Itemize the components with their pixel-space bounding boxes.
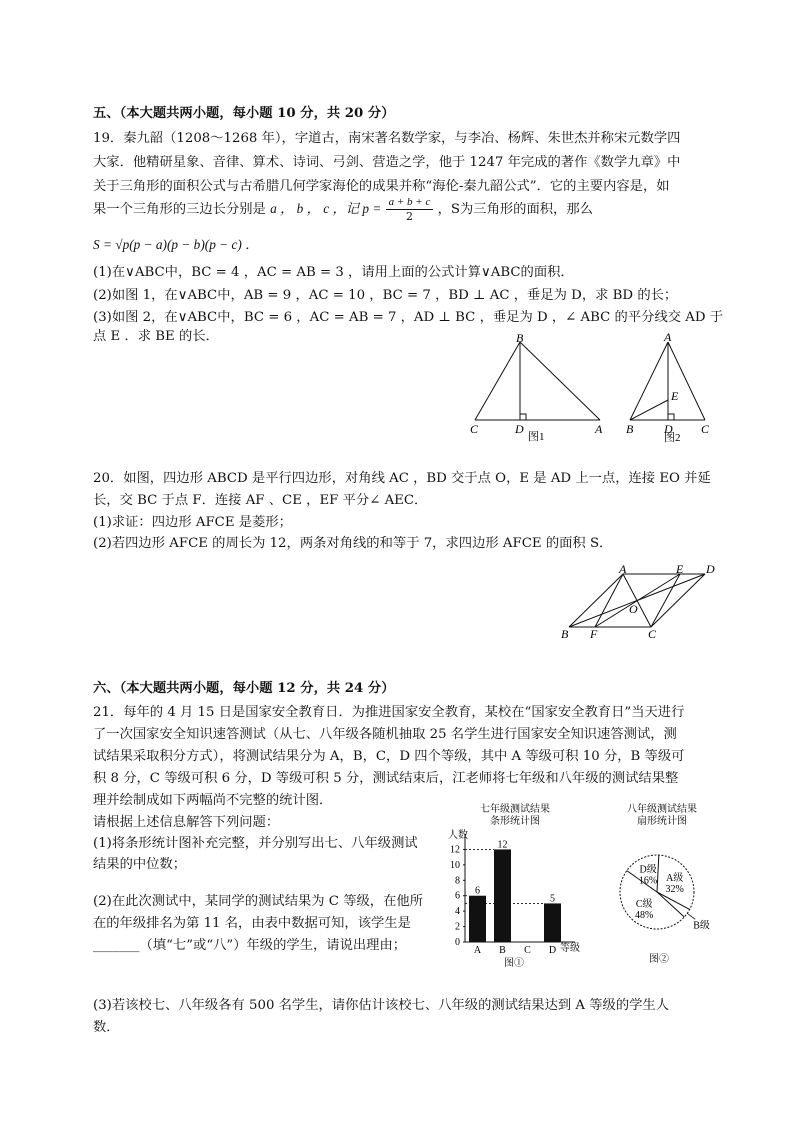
bar-chart-ylabel: 人数 (448, 830, 468, 841)
slice-pct-A级: 32% (665, 883, 684, 895)
q19-line-3: 关于三角形的面积公式与古希腊几何学家海伦的成果并称“海伦-秦九韶公式”．它的主要内容是，如 (93, 179, 670, 194)
q21-line-4: 积 8 分，C 等级可积 6 分，D 等级可积 5 分，测试结束后，江老师将七年级和八年级的测试结果整 (93, 771, 679, 786)
x-tick-label-C: C (524, 945, 531, 956)
x-tick-label-B: B (499, 945, 506, 956)
y-tick-label: 8 (455, 875, 460, 887)
grade8-pie-chart (605, 800, 720, 970)
fig-label-O: O (629, 602, 638, 616)
q21-line-6: 请根据上述信息解答下列问题： (93, 815, 280, 830)
q20-line-2: 长，交 BC 于点 F．连接 AF 、CE ，EF 平分∠ AEC． (93, 493, 428, 508)
x-tick-label-A: A (473, 945, 482, 956)
pie-chart-title: 八年级测试结果 (627, 804, 697, 815)
fig1-label-C: C (470, 422, 479, 436)
q21-part-2-line-1: (2)在此次测试中，某同学的测试结果为 C 等级，在他所 (93, 894, 423, 909)
bar-A (469, 896, 486, 942)
q21-part-1-line-1: (1)将条形统计图补充完整，并分别写出七、八年级测试 (93, 836, 418, 851)
fig-label-B: B (561, 627, 569, 641)
bar-value-label-B: 12 (497, 839, 508, 851)
y-tick-label: 6 (455, 890, 460, 902)
bar-chart-caption: 图① (504, 958, 524, 969)
fig-label-D: D (706, 562, 715, 576)
fig-label-E: E (676, 562, 684, 576)
fig2-label-E: E (671, 389, 679, 403)
slice-leader-B级 (687, 913, 695, 919)
q21-part-1-line-2: 结果的中位数； (93, 857, 187, 872)
y-tick-label: 2 (455, 921, 460, 933)
slice-label-B级: B级 (693, 920, 710, 932)
q21-line-1: 21．每年的 4 月 15 日是国家安全教育日．为推进国家安全教育，某校在“国家安全教育日”当天进行 (93, 705, 685, 720)
q19-part-3-line-1: (3)如图 2，在∨ABC中，BC = 6 ，AC = AB = 7 ，AD ⊥ BC ，垂足为 D ，∠ ABC 的平分线交 AD 于 (93, 310, 724, 325)
fig2-caption: 图2 (664, 432, 681, 444)
q19-figures (465, 330, 725, 445)
section-heading-5: 五、（本大题共两小题，每小题 10 分，共 20 分） (93, 106, 395, 121)
fig2-label-C: C (701, 422, 710, 436)
q19-line-4 (93, 196, 593, 223)
q20-figure (555, 562, 725, 642)
fig1-label-A: A (595, 422, 603, 436)
heron-formula: S = √p(p − a)(p − b)(p − c) ． (93, 237, 259, 252)
q21-part-3-line-1: (3)若该校七、八年级各有 500 名学生，请你估计该校七、八年级的测试结果达到 A 等级的学生人 (93, 998, 670, 1013)
slice-label-C级: C级 (635, 898, 653, 910)
fig2-label-B: B (626, 422, 634, 436)
p-fraction (386, 196, 434, 223)
bar-value-label-D: 5 (550, 893, 555, 905)
q19-line-4-tail: ，S为三角形的面积，那么 (437, 202, 593, 217)
q21-part-2-line-3: _______（填“七”或“八”）年级的学生，请说出理由； (93, 938, 407, 953)
q19-part-3-line-2: 点 E ．求 BE 的长． (93, 329, 219, 344)
grade7-bar-chart (440, 800, 590, 970)
slice-pct-D级: 16% (638, 875, 658, 887)
q21-line-3: 试结果采取积分方式），将测试结果分为 A，B，C，D 四个等级，其中 A 等级可积 10 分，B 等级可 (93, 749, 685, 764)
section-heading-6: 六、（本大题共两小题，每小题 12 分，共 24 分） (93, 681, 395, 696)
q19-line-1: 19．秦九韶（1208～1268 年），字道古，南宋著名数学家，与李冶、杨辉、朱世杰并称宋元数学四 (93, 131, 681, 146)
q19-part-1: (1)在∨ABC中，BC = 4 ，AC = AB = 3 ，请用上面的公式计算∨ABC的面积． (93, 265, 574, 280)
q19-line-4-text: 果一个三角形的三边长分别是 (93, 202, 266, 217)
fig1-label-B: B (516, 331, 524, 345)
q21-part-2-line-2: 在的年级排名为第 11 名，由表中数据可知，该学生是 (93, 916, 411, 931)
fig2-label-A: A (664, 330, 672, 344)
bar-chart-xlabel: 等级 (560, 943, 580, 954)
figure-1 (475, 342, 600, 420)
y-tick-label: 4 (455, 906, 460, 918)
fig1-caption: 图1 (528, 431, 545, 443)
x-tick-label-D: D (548, 945, 557, 956)
y-tick-label: 12 (450, 844, 460, 856)
q19-line-2: 大家．他精研星象、音律、算术、诗词、弓剑、营造之学，他于 1247 年完成的著作《数学九章》中 (93, 155, 681, 170)
bar-chart-title: 七年级测试结果 (480, 804, 550, 815)
y-tick-label: 0 (455, 937, 460, 948)
pie-chart-caption: 图② (649, 954, 669, 965)
bar-chart-subtitle: 条形统计图 (490, 816, 540, 827)
pie-chart-slices (620, 855, 710, 931)
bar-chart-bars (465, 839, 561, 956)
fig1-label-D: D (515, 422, 524, 436)
q20-part-1: (1)求证：四边形 AFCE 是菱形； (93, 515, 292, 530)
q21-part-3-line-2: 数． (93, 1020, 120, 1035)
fraction-numerator: a + b + c (386, 196, 434, 210)
q20-line-1: 20．如图，四边形 ABCD 是平行四边形，对角线 AC ，BD 交于点 O，E 是 AD 上一点，连接 EO 并延 (93, 471, 711, 486)
fraction-denominator: 2 (405, 210, 413, 223)
bar-B (494, 849, 511, 942)
q19-part-2: (2)如图 1，在∨ABC中，AB = 9 ，AC = 10 ，BC = 7 ，BD ⊥ AC ，垂足为 D，求 BD 的长； (93, 288, 678, 303)
slice-label-D级: D级 (639, 864, 657, 876)
figure-2 (630, 342, 705, 420)
q21-line-2: 了一次国家安全知识速答测试（从七、八年级各随机抽取 25 名学生进行国家安全知识速答测试，测 (93, 727, 677, 742)
fig2-label-D: D (664, 422, 673, 436)
fig-label-C: C (648, 627, 657, 641)
q21-line-5: 理并绘制成如下两幅尚不完整的统计图． (93, 793, 333, 808)
y-tick-label: 10 (450, 859, 460, 871)
q20-part-2: (2)若四边形 AFCE 的周长为 12，两条对角线的和等于 7，求四边形 AFCE 的面积 S． (93, 536, 613, 551)
fig-label-A: A (619, 562, 627, 576)
fig-label-F: F (590, 627, 598, 641)
bar-value-label-A: 6 (475, 885, 480, 897)
slice-label-A级: A级 (666, 872, 684, 884)
pie-chart-subtitle: 扇形统计图 (637, 816, 687, 827)
bar-D (544, 903, 561, 942)
slice-pct-C级: 48% (635, 909, 654, 921)
q19-variables: a ， b ， c ，记 p = (270, 201, 382, 216)
